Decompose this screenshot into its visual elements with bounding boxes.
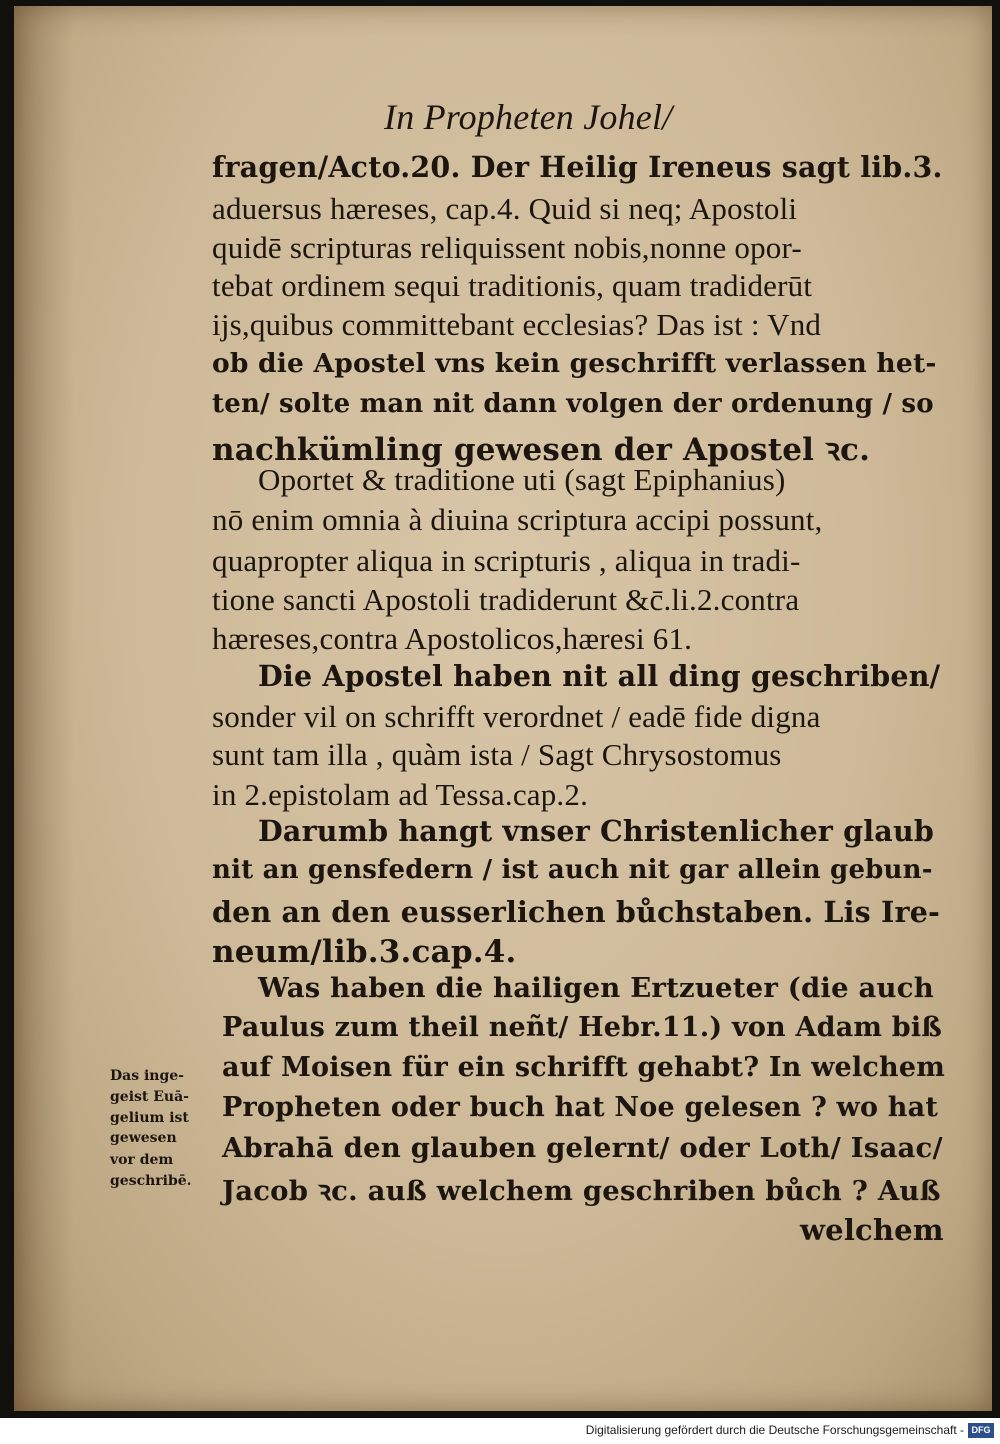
text-line: nachkümling gewesen der Apostel ꝛc.	[212, 432, 871, 468]
text-line: hæreses,contra Apostolicos,hæresi 61.	[212, 621, 693, 656]
text-line: Die Apostel haben nit all ding geschriben/	[258, 659, 941, 693]
text-line: tione sancti Apostoli tradiderunt &c̄.li.2.contra	[212, 582, 800, 617]
text-line: quidē scripturas reliquissent nobis,nonne opor-	[212, 230, 802, 265]
text-line: aduersus hæreses, cap.4. Quid si neq; Apostoli	[212, 191, 798, 226]
text-line: Jacob ꝛc. auß welchem geschriben bůch ? Auß	[222, 1175, 941, 1207]
running-head: In Propheten Johel/	[384, 97, 673, 137]
margin-note-line: gewesen	[110, 1130, 177, 1146]
text-line: neum/lib.3.cap.4.	[212, 934, 517, 970]
dfg-logo-icon: DFG	[968, 1423, 994, 1438]
text-line: tebat ordinem sequi traditionis, quam tradiderūt	[212, 268, 813, 303]
text-line: Oportet & traditione uti (sagt Epiphanius)	[258, 462, 786, 497]
text-line: fragen/Acto.20. Der Heilig Ireneus sagt lib.3.	[212, 150, 943, 184]
margin-note-line: Das inge-	[110, 1068, 184, 1084]
page-edge-shadow	[14, 6, 74, 1411]
footer-credit: Digitalisierung gefördert durch die Deutsche Forschungsgemeinschaft -	[585, 1423, 964, 1437]
text-line: welchem	[800, 1213, 944, 1247]
text-line: quapropter aliqua in scripturis , aliqua in tradi-	[212, 543, 801, 578]
text-line: sunt tam illa , quàm ista / Sagt Chrysostomus	[212, 737, 782, 772]
text-line: Abrahā den glauben gelernt/ oder Loth/ Isaac/	[222, 1132, 943, 1164]
text-line: in 2.epistolam ad Tessa.cap.2.	[212, 777, 589, 812]
margin-note-line: geist Euā-	[110, 1089, 189, 1105]
margin-note-line: gelium ist	[110, 1110, 189, 1126]
margin-note-line: geschribē.	[110, 1173, 192, 1189]
text-line: nit an gensfedern / ist auch nit gar allein gebun-	[212, 855, 933, 885]
text-line: Darumb hangt vnser Christenlicher glaub	[258, 814, 935, 848]
text-line: ten/ solte man nit dann volgen der ordenung / so	[212, 389, 934, 419]
footer-bar	[0, 1418, 1000, 1444]
text-line: ijs,quibus committebant ecclesias? Das ist : Vnd	[212, 307, 822, 342]
text-line: Propheten oder buch hat Noe gelesen ? wo hat	[222, 1092, 939, 1123]
text-line: Was haben die hailigen Ertzueter (die auch	[258, 972, 934, 1004]
margin-note-line: vor dem	[110, 1152, 174, 1168]
text-line: sonder vil on schrifft verordnet / eadē fide digna	[212, 699, 821, 734]
text-line: nō enim omnia à diuina scriptura accipi possunt,	[212, 502, 823, 537]
text-line: den an den eusserlichen bůchstaben. Lis Ire-	[212, 895, 941, 929]
text-line: ob die Apostel vns kein geschrifft verlassen het-	[212, 348, 937, 379]
text-line: Paulus zum theil neñt/ Hebr.11.) von Adam biß	[222, 1012, 943, 1043]
text-line: auf Moisen für ein schrifft gehabt? In welchem	[222, 1052, 945, 1083]
